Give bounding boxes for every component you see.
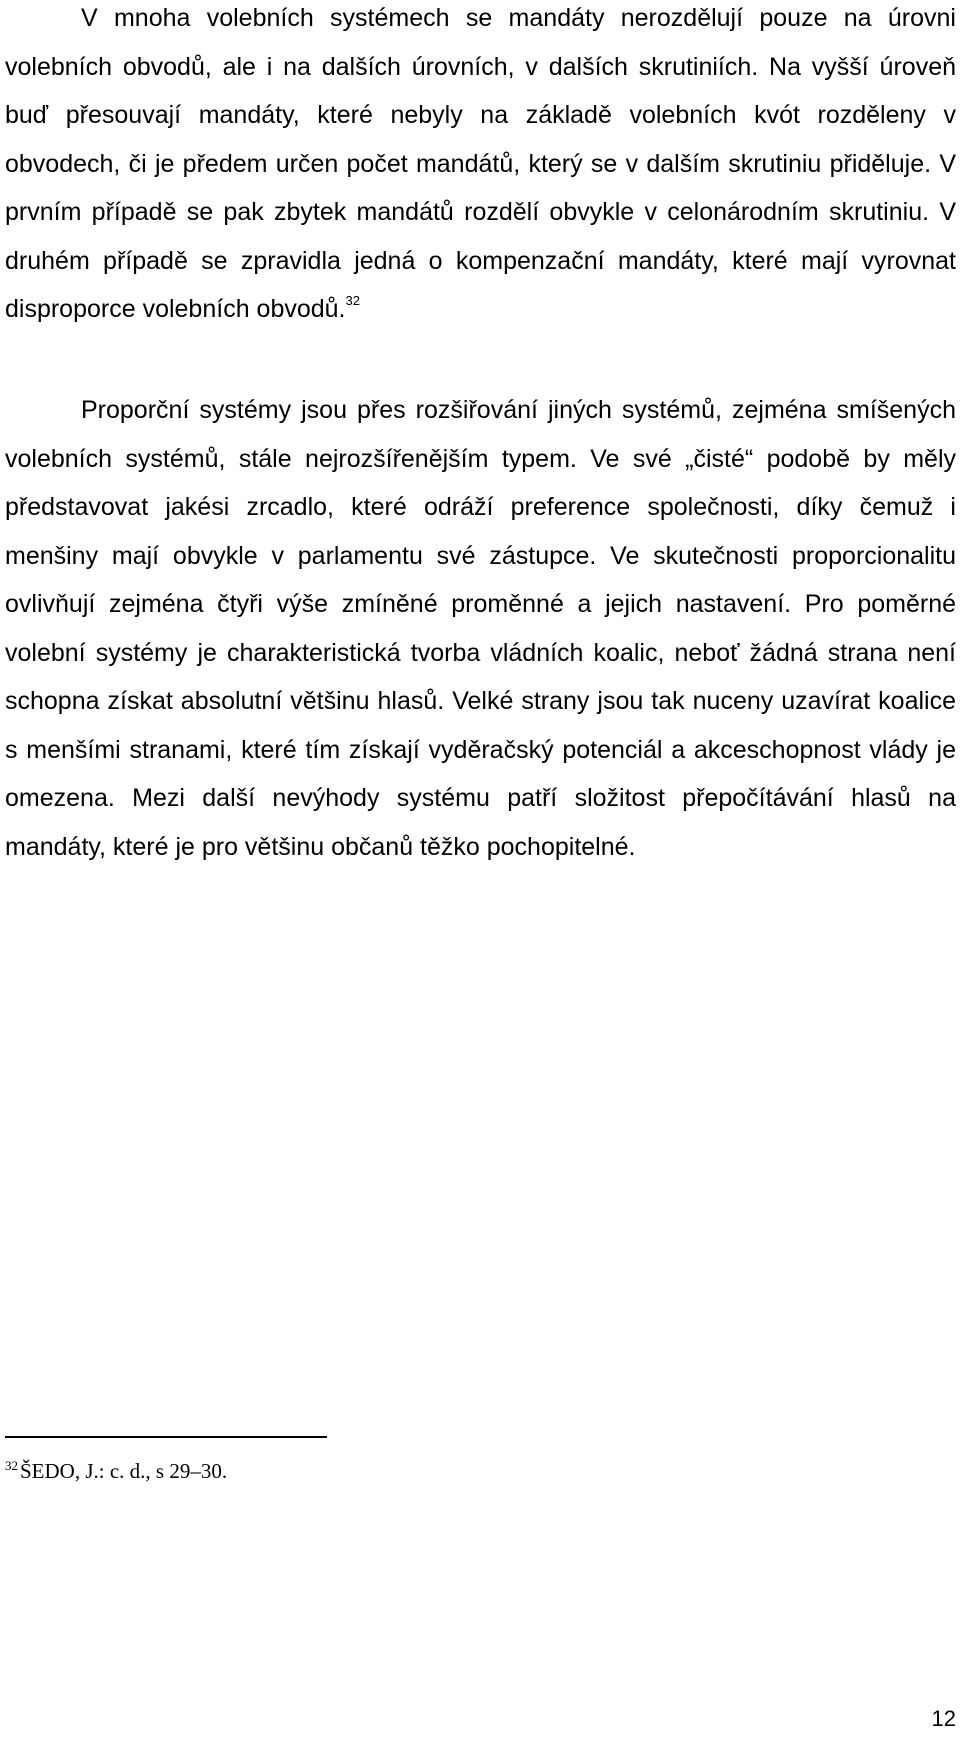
- paragraph-1-text: V mnoha volebních systémech se mandáty nerozdělují pouze na úrovni volebních obvodů, ale i na dalších úrovních, v dalších skrutiniích. Na vyšší úroveň buď přesouvají mandáty, které nebyly na základě volebních kvót rozděleny v obvodech, či je předem určen počet mandátů, který se v dalším skrutiniu přiděluje. V prvním případě se pak zbytek mandátů rozdělí obvykle v celonárodním skrutiniu. V druhém případě se zpravidla jedná o kompenzační mandáty, které mají vyrovnat disproporce volebních obvodů.: [5, 4, 956, 323]
- footnote-separator: [5, 1436, 327, 1438]
- footnote-text: ŠEDO, J.: c. d., s 29–30.: [20, 1459, 228, 1483]
- paragraph-2-text: Proporční systémy jsou přes rozšiřování jiných systémů, zejména smíšených volebních systémů, stále nejrozšířenějším typem. Ve své „čisté“ podobě by měly představovat jakési zrcadlo, které odráží preference společnosti, díky čemuž i menšiny mají obvykle v parlamentu své zástupce. Ve skutečnosti proporcionalitu ovlivňují zejména čtyři výše zmíněné proměnné a jejich nastavení. Pro poměrné volební systémy je charakteristická tvorba vládních koalic, neboť žádná strana není schopna získat absolutní většinu hlasů. Velké strany jsou tak nuceny uzavírat koalice s menšími stranami, které tím získají vyděračský potenciál a akceschopnost vlády je omezena. Mezi další nevýhody systému patří složitost přepočítávání hlasů na mandáty, které je pro většinu občanů těžko pochopitelné.: [5, 396, 956, 861]
- document-page: [5, 0, 956, 1743]
- paragraph-1: [5, 0, 956, 334]
- footnote-reference[interactable]: 32: [345, 292, 360, 308]
- footnote-number: 32: [5, 1458, 18, 1473]
- page-number: 12: [931, 1706, 956, 1731]
- footnote: [5, 1456, 227, 1486]
- paragraph-2: [5, 386, 956, 871]
